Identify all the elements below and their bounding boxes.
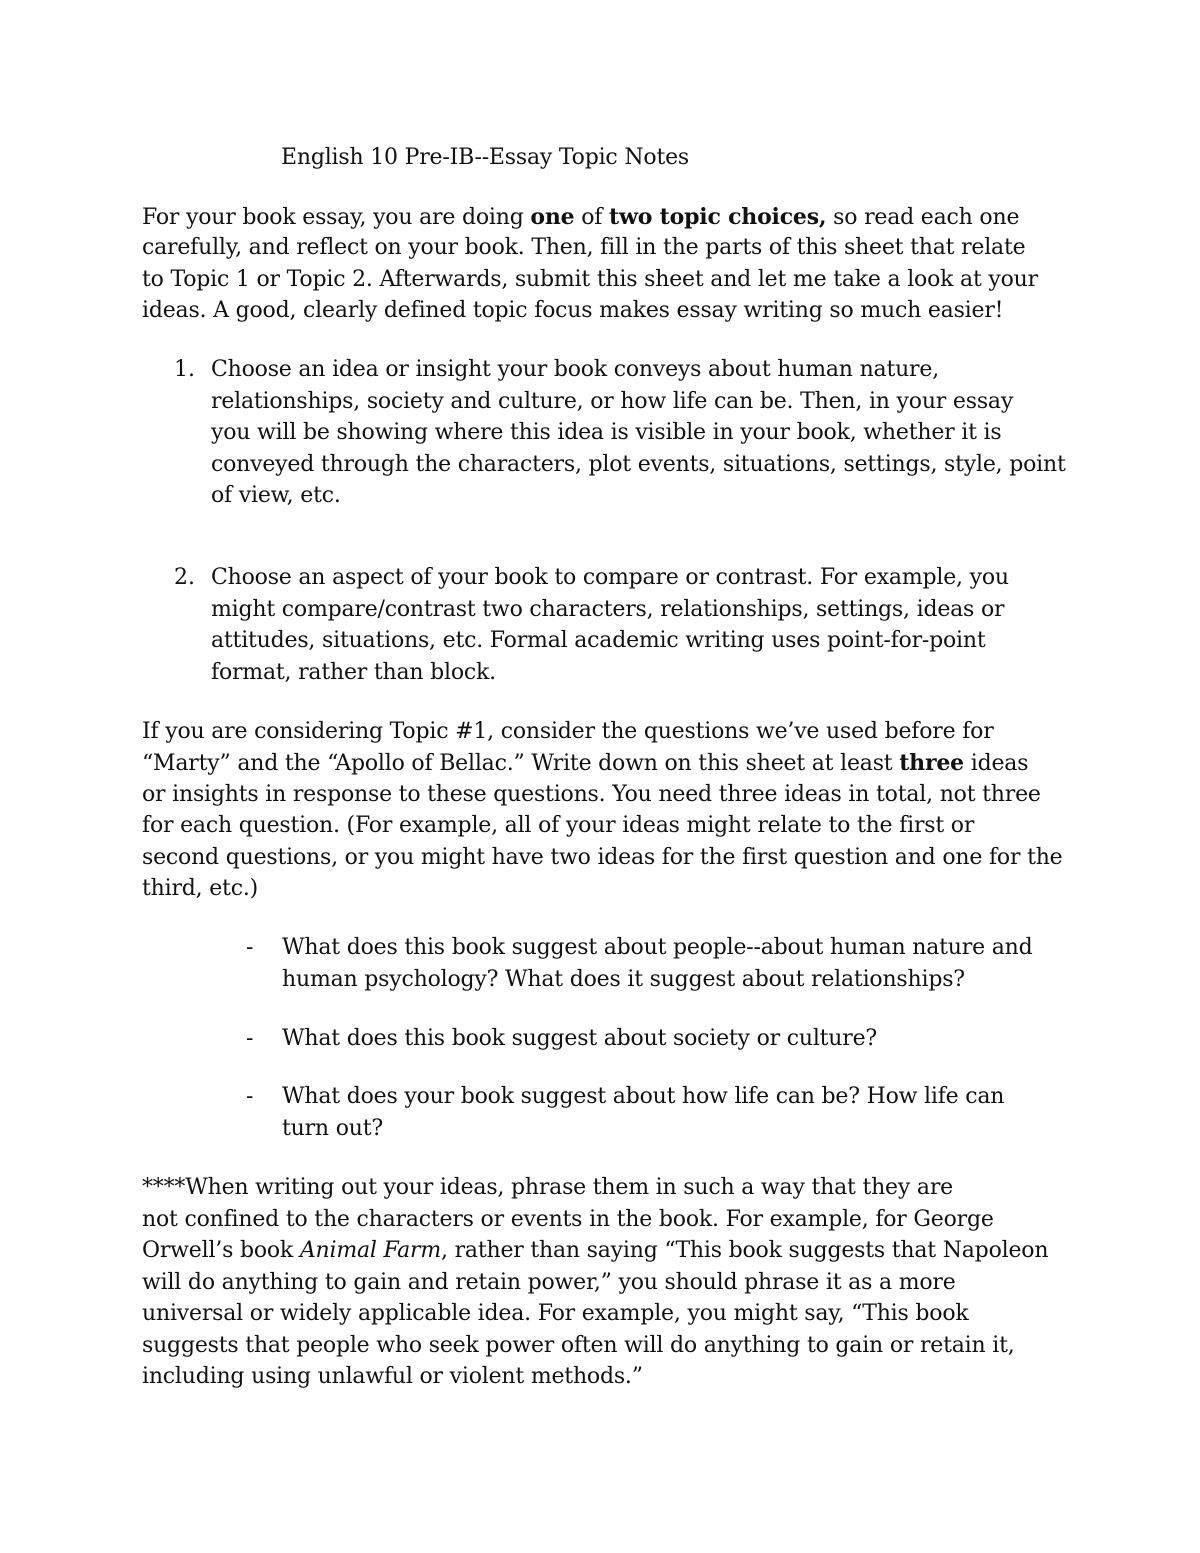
topic-2-line-4: format, rather than block.: [211, 660, 496, 685]
intro-text: For your book essay, you are doing: [142, 205, 531, 230]
topic1-para-line-6: third, etc.): [142, 876, 258, 901]
topic1-para-line-1: If you are considering Topic #1, consider the questions we’ve used before for: [142, 719, 994, 744]
question-1-marker: -: [246, 935, 254, 960]
note-text: , rather than saying “This book suggests that Napoleon: [441, 1238, 1049, 1263]
note-line-7: including using unlawful or violent methods.”: [142, 1364, 643, 1389]
topic1-para-line-5: second questions, or you might have two ideas for the first question and one for the: [142, 845, 1063, 870]
topic-1-line-2: relationships, society and culture, or how life can be. Then, in your essay: [211, 389, 1014, 414]
note-book-title: Animal Farm: [299, 1238, 442, 1263]
note-line-1: ****When writing out your ideas, phrase them in such a way that they are: [142, 1175, 953, 1200]
intro-line-2: carefully, and reflect on your book. Then, fill in the parts of this sheet that relate: [142, 235, 1026, 260]
note-line-6: suggests that people who seek power often will do anything to gain or retain it,: [142, 1333, 1015, 1358]
note-line-5: universal or widely applicable idea. For example, you might say, “This book: [142, 1301, 969, 1326]
topic-1-line-5: of view, etc.: [211, 483, 341, 508]
topic-2-line-2: might compare/contrast two characters, relationships, settings, ideas or: [211, 597, 1005, 622]
topic-2-line-3: attitudes, situations, etc. Formal academic writing uses point-for-point: [211, 628, 986, 653]
topic1-para-text: “Marty” and the “Apollo of Bellac.” Write down on this sheet at least: [142, 751, 900, 776]
topic-2-marker: 2.: [174, 565, 195, 590]
topic-1-line-1: Choose an idea or insight your book conveys about human nature,: [211, 357, 939, 382]
question-3-line-1: What does your book suggest about how life can be? How life can: [282, 1084, 1005, 1109]
document-title: English 10 Pre-IB--Essay Topic Notes: [281, 145, 689, 170]
topic-1-marker: 1.: [174, 357, 195, 382]
topic1-para-line-2: [142, 747, 1028, 780]
topic1-para-text: ideas: [963, 751, 1029, 776]
intro-text: so read each one: [826, 205, 1020, 230]
note-text: Orwell’s book: [142, 1238, 300, 1263]
note-line-3: [142, 1235, 1048, 1267]
intro-line-4: ideas. A good, clearly defined topic focus makes essay writing so much easier!: [142, 298, 1004, 323]
intro-line-3: to Topic 1 or Topic 2. Afterwards, submit this sheet and let me take a look at your: [142, 267, 1038, 292]
intro-line-1: [142, 201, 1019, 234]
note-line-4: will do anything to gain and retain power,” you should phrase it as a more: [142, 1270, 956, 1295]
intro-emphasis-choices: two topic choices,: [609, 204, 827, 230]
note-line-2: not confined to the characters or events in the book. For example, for George: [142, 1207, 994, 1232]
question-1-line-1: What does this book suggest about people--about human nature and: [282, 935, 1033, 960]
topic-1-line-4: conveyed through the characters, plot events, situations, settings, style, point: [211, 452, 1066, 477]
topic-2-line-1: Choose an aspect of your book to compare or contrast. For example, you: [211, 565, 1009, 590]
topic1-para-emphasis-three: three: [899, 750, 964, 776]
topic1-para-line-3: or insights in response to these questions. You need three ideas in total, not three: [142, 782, 1041, 807]
question-3-line-2: turn out?: [282, 1116, 383, 1141]
question-2-marker: -: [246, 1026, 254, 1051]
question-3-marker: -: [246, 1084, 254, 1109]
intro-emphasis-one: one: [530, 204, 575, 230]
topic1-para-line-4: for each question. (For example, all of your ideas might relate to the first or: [142, 813, 975, 838]
question-2-line-1: What does this book suggest about society or culture?: [282, 1026, 878, 1051]
question-1-line-2: human psychology? What does it suggest about relationships?: [282, 967, 965, 992]
topic-1-line-3: you will be showing where this idea is visible in your book, whether it is: [211, 420, 1002, 445]
intro-text: of: [574, 205, 610, 230]
